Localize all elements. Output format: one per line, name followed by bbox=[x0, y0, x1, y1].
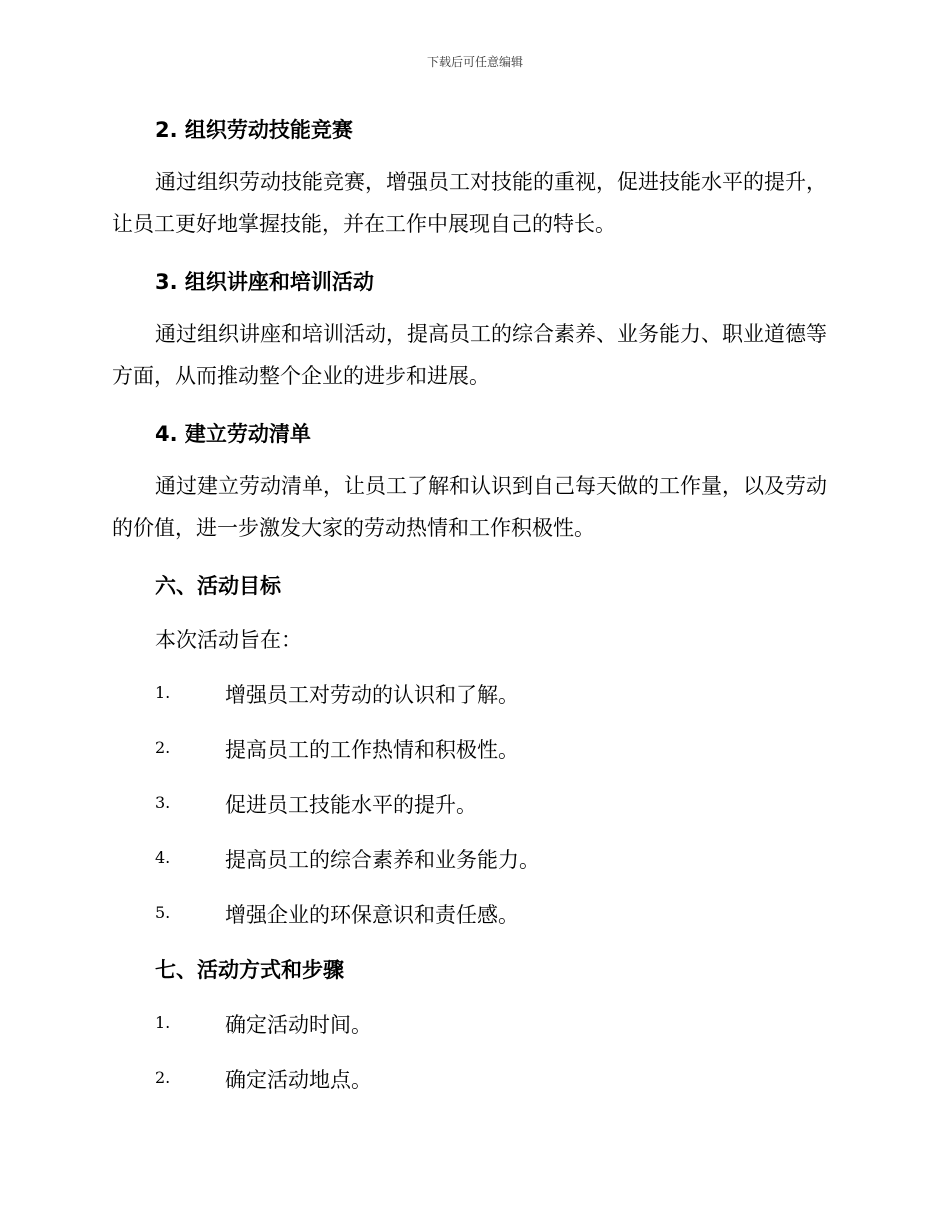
list-text: 促进员工技能水平的提升。 bbox=[225, 793, 477, 817]
list-number: 4. bbox=[155, 848, 171, 867]
goals-heading: 六、活动目标 bbox=[155, 574, 281, 598]
list-number: 5. bbox=[155, 903, 171, 922]
goals-list-item bbox=[155, 734, 855, 764]
list-text: 提高员工的综合素养和业务能力。 bbox=[225, 848, 540, 872]
list-number: 1. bbox=[155, 683, 171, 702]
section-4-paragraph: 通过建立劳动清单，让员工了解和认识到自己每天做的工作量，以及劳动的价值，进一步激发大家的劳动热情和工作积极性。 bbox=[112, 474, 827, 540]
steps-heading: 七、活动方式和步骤 bbox=[155, 958, 344, 982]
section-3-heading: 3. 组织讲座和培训活动 bbox=[155, 270, 374, 294]
goals-list-item bbox=[155, 679, 855, 709]
section-2-paragraph: 通过组织劳动技能竞赛，增强员工对技能的重视，促进技能水平的提升，让员工更好地掌握技能，并在工作中展现自己的特长。 bbox=[112, 170, 827, 236]
section-4-heading: 4. 建立劳动清单 bbox=[155, 422, 311, 446]
list-text: 增强员工对劳动的认识和了解。 bbox=[225, 683, 519, 707]
list-number: 2. bbox=[155, 738, 171, 757]
list-text: 增强企业的环保意识和责任感。 bbox=[225, 903, 519, 927]
list-number: 2. bbox=[155, 1068, 171, 1087]
section-2-heading: 2. 组织劳动技能竞赛 bbox=[155, 118, 353, 142]
goals-intro: 本次活动旨在： bbox=[155, 628, 302, 652]
goals-list-item bbox=[155, 789, 855, 819]
steps-list-item bbox=[155, 1009, 855, 1039]
list-text: 确定活动地点。 bbox=[225, 1068, 372, 1092]
steps-list-item bbox=[155, 1064, 855, 1094]
page-header: 下载后可任意编辑 bbox=[426, 55, 523, 69]
list-number: 1. bbox=[155, 1013, 171, 1032]
goals-list-item bbox=[155, 899, 855, 929]
list-number: 3. bbox=[155, 793, 171, 812]
list-text: 提高员工的工作热情和积极性。 bbox=[225, 738, 519, 762]
goals-list-item bbox=[155, 844, 855, 874]
section-3-paragraph: 通过组织讲座和培训活动，提高员工的综合素养、业务能力、职业道德等方面，从而推动整个企业的进步和进展。 bbox=[112, 322, 827, 388]
list-text: 确定活动时间。 bbox=[225, 1013, 372, 1037]
